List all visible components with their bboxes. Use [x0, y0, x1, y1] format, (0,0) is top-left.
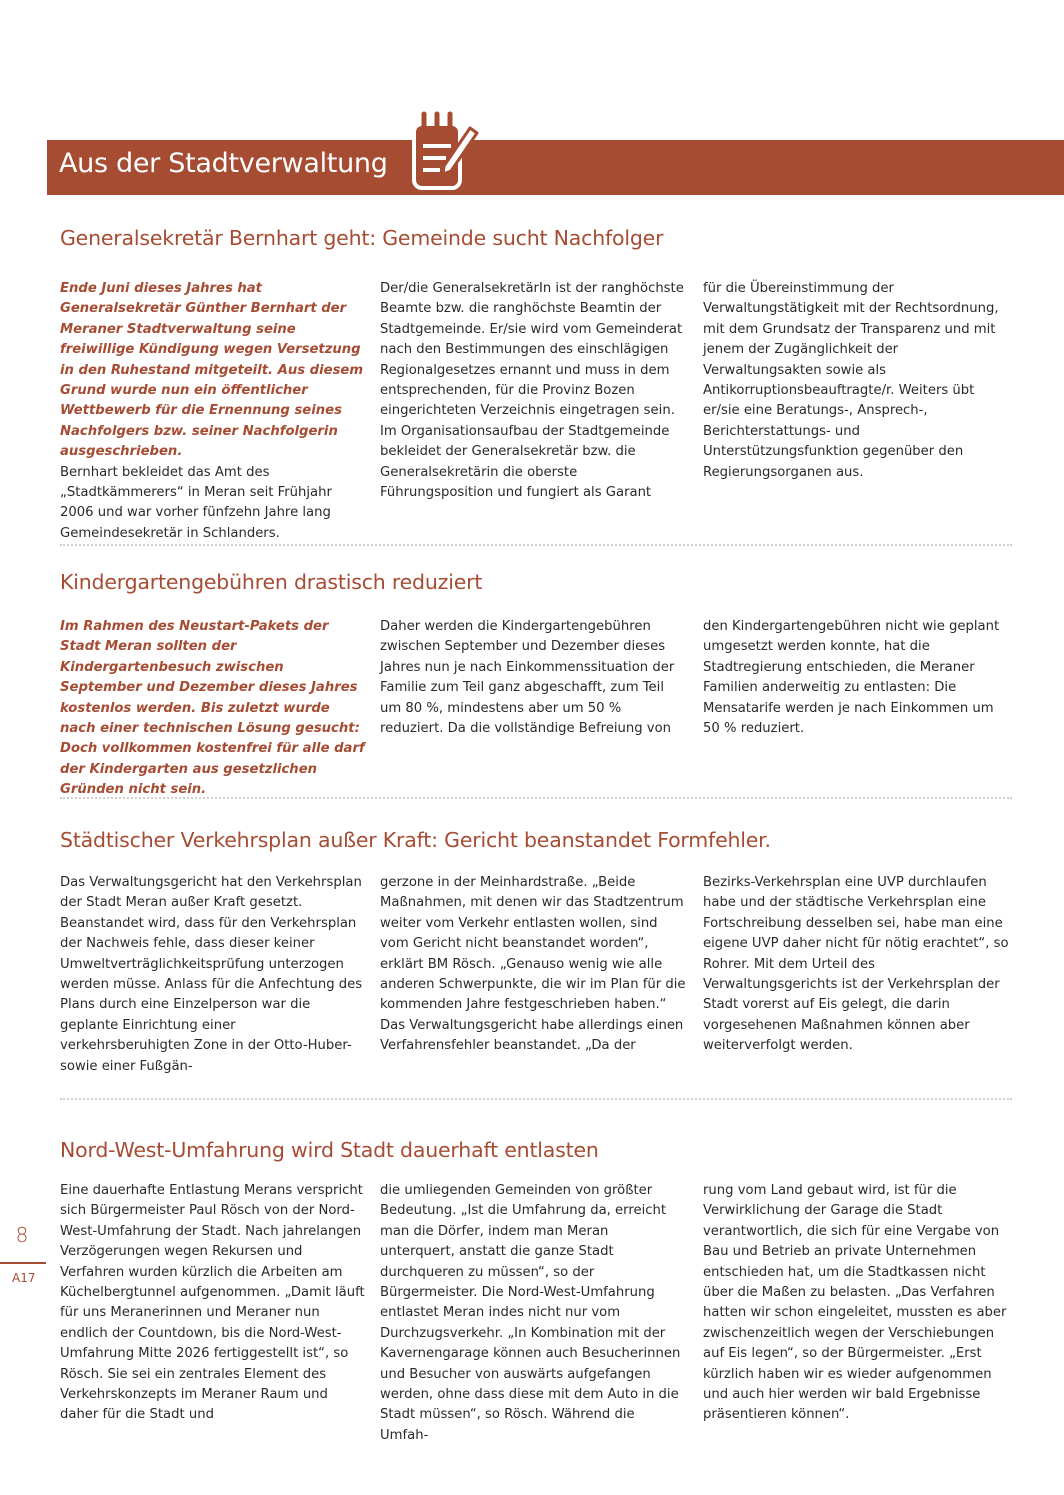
- page-title: Aus der Stadtverwaltung: [59, 148, 388, 179]
- article-lead: Ende Juni dieses Jahres hat Generalsekretär Günther Bernhart der Meraner Stadtverwaltung seine freiwillige Kündigung wegen Versetzung in den Ruhestand mitgeteilt. Aus diesem Grund wurde nun ein öffentlicher Wettbewerb für die Ernennung seines Nachfolgers bzw. seiner Nachfolgerin ausgeschrieben.: [60, 281, 364, 460]
- article-column-3: für die Übereinstimmung der Verwaltungstätigkeit mit der Rechtsordnung, mit dem Grundsatz der Transparenz und mit jenem der Zugänglichkeit der Verwaltungsakten sowie als Antikorruptionsbeauftragte/r. Weiters übt er/sie eine Beratungs-, Ansprech-, Berichterstattungs- und Unterstützungsfunktion gegenüber den Regierungsorganen aus.: [703, 281, 999, 480]
- article-title: Kindergartengebühren drastisch reduziert: [60, 570, 483, 594]
- section-divider: [60, 1098, 1012, 1100]
- article-column-3: Bezirks-Verkehrsplan eine UVP durchlaufen habe und der städtische Verkehrsplan eine Fortschreibung desselben sei, habe man eine eigene UVP daher nicht für nötig erachtet“, so Rohrer. Mit dem Urteil des Verwaltungsgerichts ist der Verkehrsplan der Stadt vorerst auf Eis gelegt, die darin vorgesehenen Maßnahmen können aber weiterverfolgt werden.: [703, 875, 1009, 1054]
- article-verkehrsplan: [60, 828, 1012, 1074]
- article-column-1: [60, 279, 366, 544]
- article-column-2: gerzone in der Meinhardstraße. „Beide Maßnahmen, mit denen wir das Stadtzentrum weiter vom Verkehr entlasten wollen, sind vom Gericht nicht beanstandet worden“, erklärt BM Rösch. „Genauso wenig wie alle anderen Schwerpunkte, die wir im Plan für die kommenden Jahre festgeschrieben haben.“ Das Verwaltungsgericht habe allerdings einen Verfahrensfehler beanstandet. „Da der: [380, 875, 686, 1054]
- article-title: Generalsekretär Bernhart geht: Gemeinde sucht Nachfolger: [60, 226, 664, 250]
- section-banner: [47, 140, 1064, 195]
- page-number: 8: [15, 1223, 29, 1247]
- article-column-1: Eine dauerhafte Entlastung Merans verspricht sich Bürgermeister Paul Rösch von der Nord-West-Umfahrung der Stadt. Nach jahrelangen Verzögerungen wegen Rekursen und Verfahren wurden kürzlich die Arbeiten am Küchelbergtunnel aufgenommen. „Damit läuft für uns Meranerinnen und Meraner nun endlich der Countdown, bis die Nord-West-Umfahrung Mitte 2026 fertiggestellt ist“, so Rösch. Sie sei ein zentrales Element des Verkehrskonzepts im Meraner Raum und daher für die Stadt und: [60, 1183, 365, 1423]
- article-umfahrung: [60, 1138, 1012, 1443]
- article-column-2: Der/die GeneralsekretärIn ist der ranghöchste Beamte bzw. die ranghöchste Beamtin der Stadtgemeinde. Er/sie wird vom Gemeinderat nach den Bestimmungen des einschlägigen Regionalgesetzes ernannt und muss in dem entsprechenden, für die Provinz Bozen eingerichteten Verzeichnis eingetragen sein. Im Organisationsaufbau der Stadtgemeinde bekleidet der Generalsekretär bzw. die Generalsekretärin die oberste Führungsposition und fungiert als Garant: [380, 281, 684, 501]
- article-column-3: rung vom Land gebaut wird, ist für die Verwirklichung der Garage die Stadt verantwortlich, die sich für eine Vergabe von Bau und Betrieb an private Unternehmen entschieden hat, um die Stadtkassen nicht über die Maßen zu belasten. „Das Verfahren hatten wir schon eingeleitet, mussten es aber zwischenzeitlich wegen der Verschiebungen auf Eis legen“, so der Bürgermeister. „Erst kürzlich haben wir es wieder aufgenommen und auch hier werden wir bald Ergebnisse präsentieren können“.: [703, 1183, 1007, 1423]
- article-lead: Im Rahmen des Neustart-Pakets der Stadt Meran sollten der Kindergartenbesuch zwischen September und Dezember dieses Jahres kostenlos werden. Bis zuletzt wurde nach einer technischen Lösung gesucht: Doch vollkommen kostenfrei für alle darf der Kindergarten aus gesetzlichen Gründen nicht sein.: [60, 619, 365, 798]
- article-body-text: Bernhart bekleidet das Amt des „Stadtkämmerers“ in Meran seit Frühjahr 2006 und war vorher fünfzehn Jahre lang Gemeindesekretär in Schlanders.: [60, 464, 332, 541]
- article-column-1: [60, 617, 366, 801]
- article-title: Städtischer Verkehrsplan außer Kraft: Gericht beanstandet Formfehler.: [60, 828, 771, 852]
- article-column-1: Das Verwaltungsgericht hat den Verkehrsplan der Stadt Meran außer Kraft gesetzt. Beanstandet wird, dass für den Verkehrsplan der Nachweis fehle, dass dieser keiner Umweltverträglichkeitsprüfung unterzogen werden müsse. Anlass für die Anfechtung des Plans durch eine Einzelperson war die geplante Einrichtung einer verkehrsberuhigten Zone in der Otto-Huber- sowie einer Fußgän-: [60, 875, 363, 1074]
- article-column-2: Daher werden die Kindergartengebühren zwischen September und Dezember dieses Jahres nun je nach Einkommenssituation der Familie zum Teil ganz abgeschafft, zum Teil um 80 %, mindestens aber um 50 % reduziert. Da die vollständige Befreiung von: [380, 619, 675, 737]
- article-column-2: die umliegenden Gemeinden von größter Bedeutung. „Ist die Umfahrung da, erreicht man die Dörfer, indem man Meran unterquert, anstatt die ganze Stadt durchqueren zu müssen“, so der Bürgermeister. Die Nord-West-Umfahrung entlastet Meran indes nicht nur vom Durchzugsverkehr. „In Kombination mit der Kavernengarage können auch Besucherinnen und Besucher von auswärts aufgefangen werden, ohne dass diese mit dem Auto in die Stadt müssen“, so Rösch. Während die Umfah-: [380, 1183, 681, 1443]
- section-divider: [60, 544, 1012, 546]
- article-column-3: den Kindergartengebühren nicht wie geplant umgesetzt werden konnte, hat die Stadtregierung entschieden, die Meraner Familien anderweitig zu entlasten: Die Mensatarife werden je nach Einkommen um 50 % reduziert.: [703, 619, 1000, 737]
- article-kindergarten: [60, 570, 1012, 798]
- issue-code: A17: [12, 1271, 36, 1285]
- article-generalsekretaer: [60, 226, 1012, 541]
- page-number-rule: [0, 1262, 46, 1264]
- section-divider: [60, 797, 1012, 799]
- notepad-pencil-icon: [408, 110, 480, 192]
- article-title: Nord-West-Umfahrung wird Stadt dauerhaft entlasten: [60, 1138, 599, 1162]
